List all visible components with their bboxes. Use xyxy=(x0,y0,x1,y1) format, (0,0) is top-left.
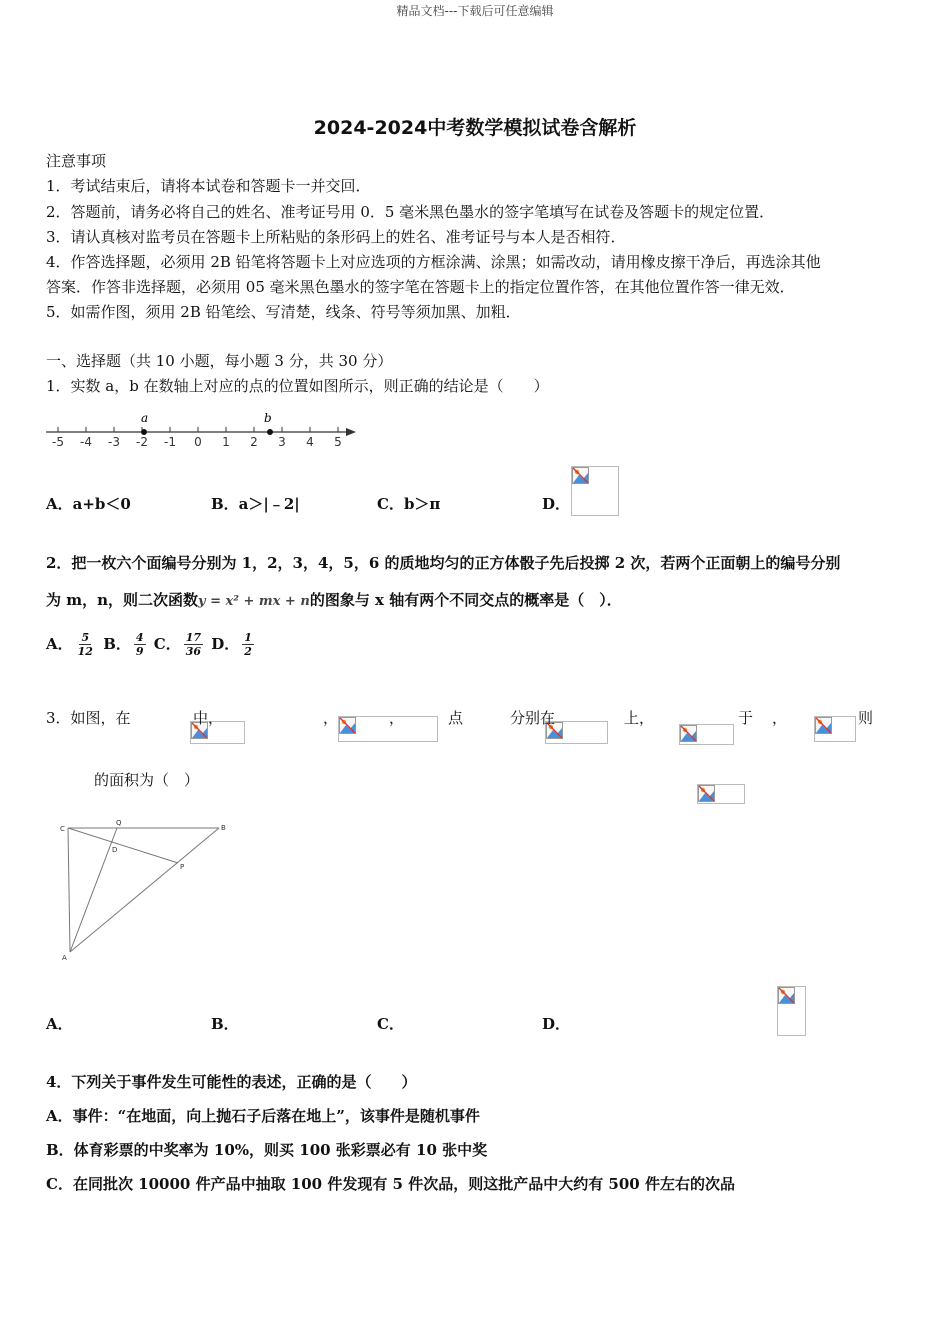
q4-option-b[interactable]: B．体育彩票的中奖率为 10%，则买 100 张彩票必有 10 张中奖 xyxy=(46,1141,488,1159)
number-line-tick-label: 5 xyxy=(334,435,342,449)
fraction-denominator: 9 xyxy=(135,645,144,658)
q2-line2-pre: 为 m，n，则二次函数 xyxy=(46,591,199,609)
q2-option-a-fraction xyxy=(76,631,95,658)
q3-word-9: 则 xyxy=(858,709,874,727)
q3-word-4: 点 xyxy=(448,709,464,727)
q3-word-1: 中， xyxy=(193,709,224,727)
label-a: a xyxy=(141,411,149,425)
notice-item-4: 4．作答选择题，必须用 2B 铅笔将答题卡上对应选项的方框涂满、涂黑；如需改动，请用橡皮擦干净后，再选涂其他 xyxy=(46,253,821,271)
fraction-numerator: 5 xyxy=(81,631,90,644)
number-line-tick-label: -1 xyxy=(164,435,176,449)
vertex-p: P xyxy=(180,863,185,871)
q1-option-c[interactable]: C．b＞π xyxy=(377,495,441,513)
number-line-tick-label: -5 xyxy=(52,435,64,449)
arrow-icon xyxy=(346,428,356,436)
q1-option-b[interactable]: B．a＞|﹣2| xyxy=(211,495,300,513)
vertex-c: C xyxy=(60,825,65,833)
notice-item-1: 1．考试结束后，请将本试卷和答题卡一并交回． xyxy=(46,177,371,195)
section-heading: 一、选择题（共 10 小题，每小题 3 分，共 30 分） xyxy=(46,352,393,370)
segment-aq xyxy=(70,828,117,952)
vertex-a: A xyxy=(62,954,67,962)
q3-option-a-image xyxy=(777,986,806,1036)
point-b xyxy=(267,429,273,435)
number-line-tick-label: -2 xyxy=(136,435,148,449)
fraction-denominator: 2 xyxy=(244,645,252,658)
q2-option-b-label: B． xyxy=(103,634,131,653)
number-line-tick-label: 4 xyxy=(306,435,314,449)
number-line-tick-label: 3 xyxy=(278,435,286,449)
fraction-denominator: 12 xyxy=(77,645,93,658)
q4-stem: 4．下列关于事件发生可能性的表述，正确的是（ ） xyxy=(46,1073,417,1091)
broken-image-icon xyxy=(778,987,795,1004)
fraction-numerator: 4 xyxy=(135,631,144,644)
page-header-note: 精品文档---下载后可任意编辑 xyxy=(396,4,554,18)
q2-option-a[interactable] xyxy=(46,631,98,658)
broken-image-icon xyxy=(339,717,356,734)
q2-option-a-label: A． xyxy=(46,634,73,653)
q3-lead: 3．如图，在 xyxy=(46,709,131,727)
q3-triangle-figure xyxy=(56,818,236,964)
broken-image-icon xyxy=(815,717,832,734)
q2-options xyxy=(46,631,257,658)
q3-image-4 xyxy=(679,724,734,745)
q1-option-a[interactable]: A．a+b＜0 xyxy=(46,495,131,513)
number-line-tick-label: -4 xyxy=(80,435,92,449)
q3-option-b[interactable]: B． xyxy=(211,1015,239,1033)
q2-line1: 2．把一枚六个面编号分别为 1，2，3，4，5，6 的质地均匀的正方体骰子先后投掷 2 次，若两个正面朝上的编号分别 xyxy=(46,554,841,572)
vertex-d: D xyxy=(112,846,118,854)
q3-word-5: 分别在 xyxy=(510,709,556,727)
segment-ab xyxy=(70,828,219,952)
broken-image-icon xyxy=(698,785,715,802)
q4-option-c[interactable]: C．在同批次 10000 件产品中抽取 100 件发现有 5 件次品，则这批产品中大约有 500 件左右的次品 xyxy=(46,1175,735,1193)
point-a xyxy=(141,429,147,435)
q3-image-5 xyxy=(814,716,856,742)
number-line-tick-label: 0 xyxy=(194,435,202,449)
q3-option-c[interactable]: C． xyxy=(377,1015,404,1033)
q2-line2-post: 的图象与 x 轴有两个不同交点的概率是（ ）． xyxy=(309,591,622,609)
q3-word-6: 上， xyxy=(624,709,655,727)
q2-option-b-fraction xyxy=(134,631,146,658)
q4-option-a[interactable]: A．事件：“在地面，向上抛石子后落在地上”，该事件是随机事件 xyxy=(46,1107,480,1125)
q2-option-c[interactable] xyxy=(153,631,206,658)
number-line-figure xyxy=(44,408,358,452)
segment-cp xyxy=(68,828,178,863)
q3-word-2: ， xyxy=(323,709,339,727)
number-line-tick-label: 1 xyxy=(222,435,230,449)
number-line-tick-label: 2 xyxy=(250,435,258,449)
fraction-numerator: 17 xyxy=(185,631,202,644)
q2-option-d-fraction xyxy=(242,631,254,658)
broken-image-icon xyxy=(680,725,697,742)
vertex-b: B xyxy=(221,824,226,832)
q1-stem: 1．实数 a，b 在数轴上对应的点的位置如图所示，则正确的结论是（ ） xyxy=(46,377,549,395)
page-title: 2024-2024中考数学模拟试卷含解析 xyxy=(313,117,637,139)
number-line-ticks xyxy=(52,427,342,449)
fraction-numerator: 1 xyxy=(244,631,252,644)
q2-line2 xyxy=(46,590,622,612)
broken-image-icon xyxy=(572,467,589,484)
fraction-denominator: 36 xyxy=(185,645,202,658)
notice-item-2: 2．答题前，请务必将自己的姓名、准考证号用 0．5 毫米黑色墨水的签字笔填写在试卷及答题卡的规定位置． xyxy=(46,203,775,221)
q2-option-c-fraction xyxy=(184,631,203,658)
vertex-q: Q xyxy=(116,819,122,827)
number-line-tick-label: -3 xyxy=(108,435,120,449)
label-b: b xyxy=(264,411,272,425)
q3-option-d[interactable]: D． xyxy=(542,1015,571,1033)
q2-option-d-label: D． xyxy=(211,634,240,653)
q3-word-3: ， xyxy=(389,709,405,727)
notice-item-5: 5．如需作图，须用 2B 铅笔绘、写清楚，线条、符号等须加黑、加粗． xyxy=(46,303,521,321)
q3-word-8: ， xyxy=(772,709,788,727)
q1-option-d-image xyxy=(571,466,619,516)
q2-option-d[interactable] xyxy=(211,631,257,658)
q2-option-b[interactable] xyxy=(103,631,148,658)
q1-option-d[interactable]: D． xyxy=(542,495,571,513)
q3-line2: 的面积为（ ） xyxy=(94,771,200,789)
q3-option-a[interactable]: A． xyxy=(46,1015,73,1033)
segment-ca xyxy=(68,828,70,952)
notice-heading: 注意事项 xyxy=(46,152,107,170)
notice-item-3: 3．请认真核对监考员在答题卡上所粘贴的条形码上的姓名、准考证号与本人是否相符． xyxy=(46,228,626,246)
q3-image-10 xyxy=(697,784,745,804)
q3-word-7: 于 xyxy=(738,709,754,727)
q2-option-c-label: C． xyxy=(153,634,181,653)
notice-item-4-cont: 答案．作答非选择题，必须用 05 毫米黑色墨水的签字笔在答题卡上的指定位置作答，在其他位置作答一律无效． xyxy=(46,278,795,296)
q2-formula: y = x² + mx + n xyxy=(198,594,310,609)
